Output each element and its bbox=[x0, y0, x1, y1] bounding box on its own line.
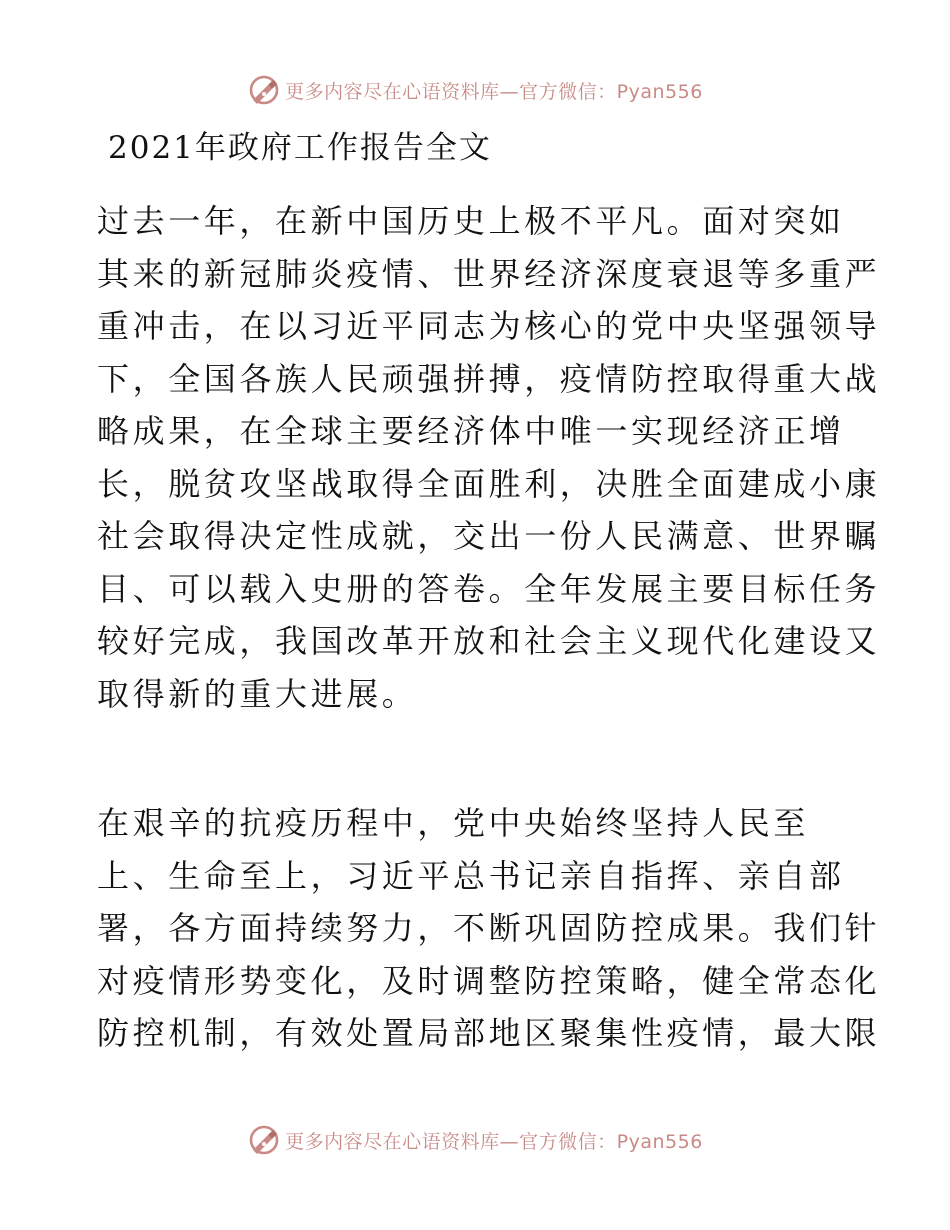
paragraph-1 bbox=[97, 195, 881, 720]
footer-watermark bbox=[0, 1120, 950, 1160]
paragraph-line: 目、可以载入史册的答卷。全年发展主要目标任务 bbox=[97, 569, 881, 608]
paragraph-line: 防控机制，有效处置局部地区聚集性疫情，最大限 bbox=[97, 1014, 881, 1052]
paragraph-line: 过去一年，在新中国历史上极不平凡。面对突如 bbox=[97, 202, 845, 240]
paragraph-line: 长，脱贫攻坚战取得全面胜利，决胜全面建成小康 bbox=[97, 464, 881, 503]
header-watermark bbox=[0, 70, 950, 110]
paragraph-line: 对疫情形势变化，及时调整防控策略，健全常态化 bbox=[97, 961, 881, 1000]
paragraph-line: 略成果，在全球主要经济体中唯一实现经济正增 bbox=[97, 412, 845, 450]
document-title: 2021年政府工作报告全文 bbox=[108, 130, 492, 166]
watermark-text: 更多内容尽在心语资料库—官方微信：Pyan556 bbox=[285, 80, 703, 103]
watermark-text: 更多内容尽在心语资料库—官方微信：Pyan556 bbox=[285, 1130, 703, 1153]
paragraph-line: 较好完成，我国改革开放和社会主义现代化建设又 bbox=[97, 622, 881, 660]
paragraph-2 bbox=[97, 797, 881, 1060]
paragraph-line: 取得新的重大进展。 bbox=[97, 674, 418, 713]
paragraph-line: 上、生命至上，习近平总书记亲自指挥、亲自部 bbox=[97, 856, 845, 895]
paragraph-line: 其来的新冠肺炎疫情、世界经济深度衰退等多重严 bbox=[97, 254, 881, 293]
paragraph-line: 下，全国各族人民顽强拼搏，疫情防控取得重大战 bbox=[97, 359, 881, 398]
paragraph-line: 重冲击，在以习近平同志为核心的党中央坚强领导 bbox=[97, 307, 881, 345]
pen-circle-logo-icon bbox=[247, 1123, 281, 1157]
pen-circle-logo-icon bbox=[247, 73, 281, 107]
paragraph-line: 社会取得决定性成就，交出一份人民满意、世界瞩 bbox=[97, 517, 881, 555]
paragraph-line: 在艰辛的抗疫历程中，党中央始终坚持人民至 bbox=[97, 804, 810, 842]
paragraph-line: 署，各方面持续努力，不断巩固防控成果。我们针 bbox=[97, 909, 881, 947]
